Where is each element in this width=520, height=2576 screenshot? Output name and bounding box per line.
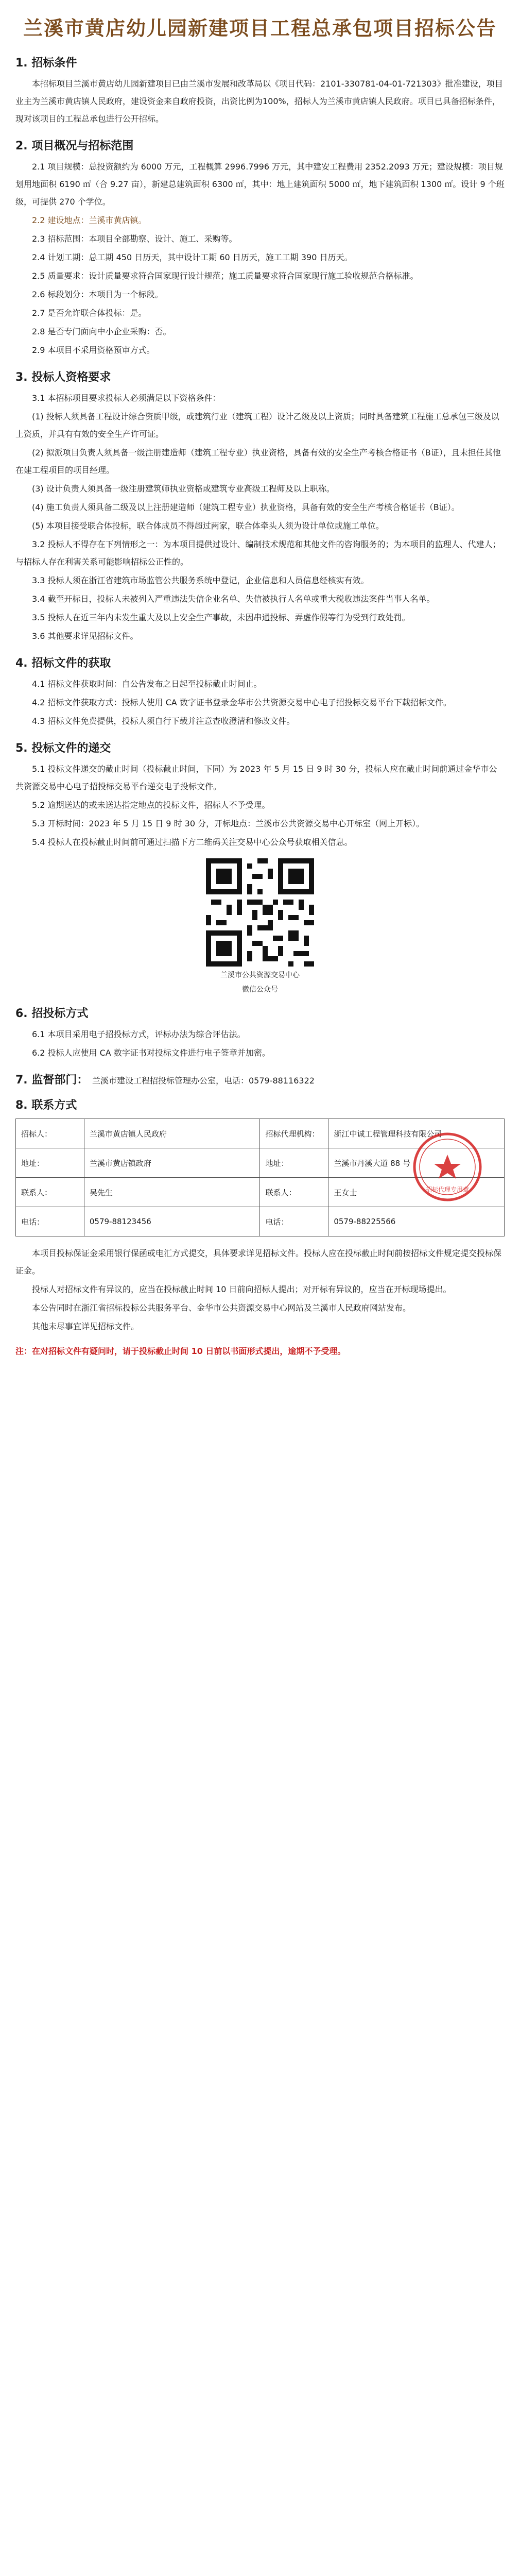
paragraph-safety-record: 3.5 投标人在近三年内未发生重大及以上安全生产事故，未因串通投标、弄虚作假等行为受到行政处罚。: [32, 613, 410, 622]
paragraph-qualification-a: (1) 投标人须具备工程设计综合资质甲级，或建筑行业（建筑工程）设计乙级及以上资质；同时具备建筑工程施工总承包三级及以上资质，并具有有效的安全生产许可证。: [15, 412, 499, 439]
paragraph-document-method: 4.2 招标文件获取方式：投标人使用 CA 数字证书登录金华市公共资源交易中心电子招投标交易平台下载招标文件。: [32, 698, 452, 707]
contact-label: 联系人：: [16, 1178, 84, 1207]
paragraph-document-time: 4.1 招标文件获取时间：自公告发布之日起至投标截止时间止。: [32, 679, 262, 689]
table-row: [16, 1148, 505, 1178]
qr-code-block: [193, 858, 327, 995]
section-heading-3: 3. 投标人资格要求: [15, 371, 111, 384]
paragraph-scope: 2.3 招标范围：本项目全部勘察、设计、施工、采购等。: [32, 234, 237, 244]
paragraph-deadline: 5.1 投标文件递交的截止时间（投标截止时间，下同）为 2023 年 5 月 15 日 9 时 30 分，投标人应在截止时间前通过金华市公共资源交易中心电子招投标交易平台递交电子投标文件。: [15, 764, 497, 791]
contact-table: [15, 1118, 505, 1236]
paragraph-prequalification: 2.9 本项目不采用资格预审方式。: [32, 345, 155, 355]
paragraph-quality: 2.5 质量要求：设计质量要求符合国家现行设计规范；施工质量要求符合国家现行施工验收规范合格标准。: [32, 271, 419, 281]
paragraph-schedule: 2.4 计划工期：总工期 450 日历天，其中设计工期 60 日历天，施工工期 390 日历天。: [32, 252, 353, 262]
address-label: 地址：: [16, 1148, 84, 1178]
paragraph-qualification-intro: 3.1 本招标项目要求投标人必须满足以下资格条件：: [32, 393, 221, 403]
paragraph-opening: 5.3 开标时间：2023 年 5 月 15 日 9 时 30 分，开标地点：兰溪市公共资源交易中心开标室（网上开标）。: [32, 819, 425, 828]
paragraph-bond: 本项目投标保证金采用银行保函或电汇方式提交，具体要求详见招标文件。投标人应在投标截止时间前按招标文件规定提交投标保证金。: [15, 1248, 502, 1276]
official-seal-icon: [411, 1131, 483, 1203]
paragraph-late-submission: 5.2 逾期送达的或未送达指定地点的投标文件，招标人不予受理。: [32, 800, 270, 810]
paragraph-bid-method: 6.1 本项目采用电子招投标方式，评标办法为综合评估法。: [32, 1029, 246, 1039]
tenderer-label: 招标人：: [16, 1119, 84, 1148]
paragraph-project-scale: 2.1 项目规模：总投资额约为 6000 万元，工程概算 2996.7996 万元，其中建安工程费用 2352.2093 万元；建设规模：项目规划用地面积 6190 ㎡（合 9.27 亩），新建总建筑面积 6300 ㎡，其中：地上建筑面积 5000 ㎡，地下建筑面积 1300 ㎡。设计 9 个班级，可提供 270 个学位。: [15, 162, 505, 207]
agent-phone-label: 电话：: [260, 1207, 328, 1236]
paragraph-lots: 2.6 标段划分：本项目为一个标段。: [32, 290, 163, 299]
paragraph-qualification-d: (4) 施工负责人须具备二级及以上注册建造师（建筑工程专业）执业资格，具备有效的安全生产考核合格证书（B证）。: [32, 502, 460, 512]
agent-phone-value: 0579-88225566: [328, 1207, 505, 1236]
supervision-label: 7. 监督部门：: [15, 1074, 89, 1087]
seal-text: 招标代理专用章: [425, 1186, 470, 1193]
address-value: 兰溪市黄店镇政府: [84, 1148, 260, 1178]
paragraph-other-requirements: 3.6 其他要求详见招标文件。: [32, 631, 138, 641]
warning-note: 注：在对招标文件有疑问时，请于投标截止时间 10 日前以书面形式提出，逾期不予受理。: [15, 1346, 346, 1356]
tenderer-value: 兰溪市黄店镇人民政府: [84, 1119, 260, 1148]
paragraph-qr-intro: 5.4 投标人在投标截止时间前可通过扫描下方二维码关注交易中心公众号获取相关信息。: [32, 837, 353, 847]
section-heading-7: [15, 1071, 505, 1087]
paragraph-credit: 3.4 截至开标日，投标人未被列入严重违法失信企业名单、失信被执行人名单或重大税收违法案件当事人名单。: [32, 594, 435, 604]
table-row: [16, 1207, 505, 1236]
contact-value: 吴先生: [84, 1178, 260, 1207]
section-heading-2: 2. 项目概况与招标范围: [15, 140, 134, 152]
paragraph-registration: 3.3 投标人须在浙江省建筑市场监管公共服务系统中登记，企业信息和人员信息经核实有效。: [32, 575, 369, 585]
agent-name: 浙江中诚工程管理科技有限公司: [334, 1129, 442, 1139]
paragraph-sme: 2.8 是否专门面向中小企业采购：否。: [32, 327, 171, 336]
qr-code-icon[interactable]: [206, 858, 314, 967]
section-heading-8: 8. 联系方式: [15, 1099, 77, 1112]
section-heading-6: 6. 招投标方式: [15, 1007, 89, 1020]
section-heading-5: 5. 投标文件的递交: [15, 742, 111, 755]
paragraph-qualification-c: (3) 设计负责人须具备一级注册建筑师执业资格或建筑专业高级工程师及以上职称。: [32, 484, 335, 494]
section-heading-1: 1. 招标条件: [15, 57, 77, 70]
paragraph-consortium: 2.7 是否允许联合体投标：是。: [32, 308, 147, 318]
agent-address: 兰溪市丹溪大道 88 号: [334, 1158, 410, 1168]
agent-label: 招标代理机构：: [260, 1119, 328, 1148]
paragraph-objection: 投标人对招标文件有异议的，应当在投标截止时间 10 日前向招标人提出；对开标有异议的，应当在开标现场提出。: [32, 1284, 452, 1294]
paragraph-qualification-b: (2) 拟派项目负责人须具备一级注册建造师（建筑工程专业）执业资格，具备有效的安全生产考核合格证书（B证），且未担任其他在建工程项目的项目经理。: [15, 448, 501, 475]
agent-contact-value: 王女士: [328, 1178, 505, 1207]
qr-caption-line-1: 兰溪市公共资源交易中心: [220, 971, 300, 979]
paragraph-ca-signature: 6.2 投标人应使用 CA 数字证书对投标文件进行电子签章并加密。: [32, 1048, 270, 1058]
agent-address-label: 地址：: [260, 1148, 328, 1178]
supervision-value: 兰溪市建设工程招投标管理办公室，电话：0579-88116322: [92, 1076, 315, 1086]
section-heading-4: 4. 招标文件的获取: [15, 657, 111, 670]
agent-contact-label: 联系人：: [260, 1178, 328, 1207]
paragraph-location: 2.2 建设地点：兰溪市黄店镇。: [32, 215, 147, 225]
page-title: 兰溪市黄店幼儿园新建项目工程总承包项目招标公告: [23, 17, 497, 40]
paragraph-exclusions: 3.2 投标人不得存在下列情形之一：为本项目提供过设计、编制技术规范和其他文件的咨询服务的；为本项目的监理人、代建人；与招标人存在利害关系可能影响招标公正性的。: [15, 539, 501, 567]
paragraph-document-fee: 4.3 招标文件免费提供，投标人须自行下载并注意查收澄清和修改文件。: [32, 716, 295, 726]
paragraph-publication: 本公告同时在浙江省招标投标公共服务平台、金华市公共资源交易中心网站及兰溪市人民政府网站发布。: [32, 1303, 411, 1313]
paragraph-qualification-e: (5) 本项目接受联合体投标，联合体成员不得超过两家，联合体牵头人须为设计单位或施工单位。: [32, 521, 384, 531]
phone-label: 电话：: [16, 1207, 84, 1236]
paragraph-other: 其他未尽事宜详见招标文件。: [32, 1321, 140, 1331]
phone-value: 0579-88123456: [84, 1207, 260, 1236]
qr-caption-line-2: 微信公众号: [242, 986, 278, 994]
paragraph-tender-condition: 本招标项目兰溪市黄店幼儿园新建项目已由兰溪市发展和改革局以《项目代码：2101-330781-04-01-721303》批准建设，项目业主为兰溪市黄店镇人民政府，建设资金来自政府投资，出资比例为100%，招标人为兰溪市黄店镇人民政府。项目已具备招标条件，现对该项目的工程总承包进行公开招标。: [15, 79, 503, 124]
